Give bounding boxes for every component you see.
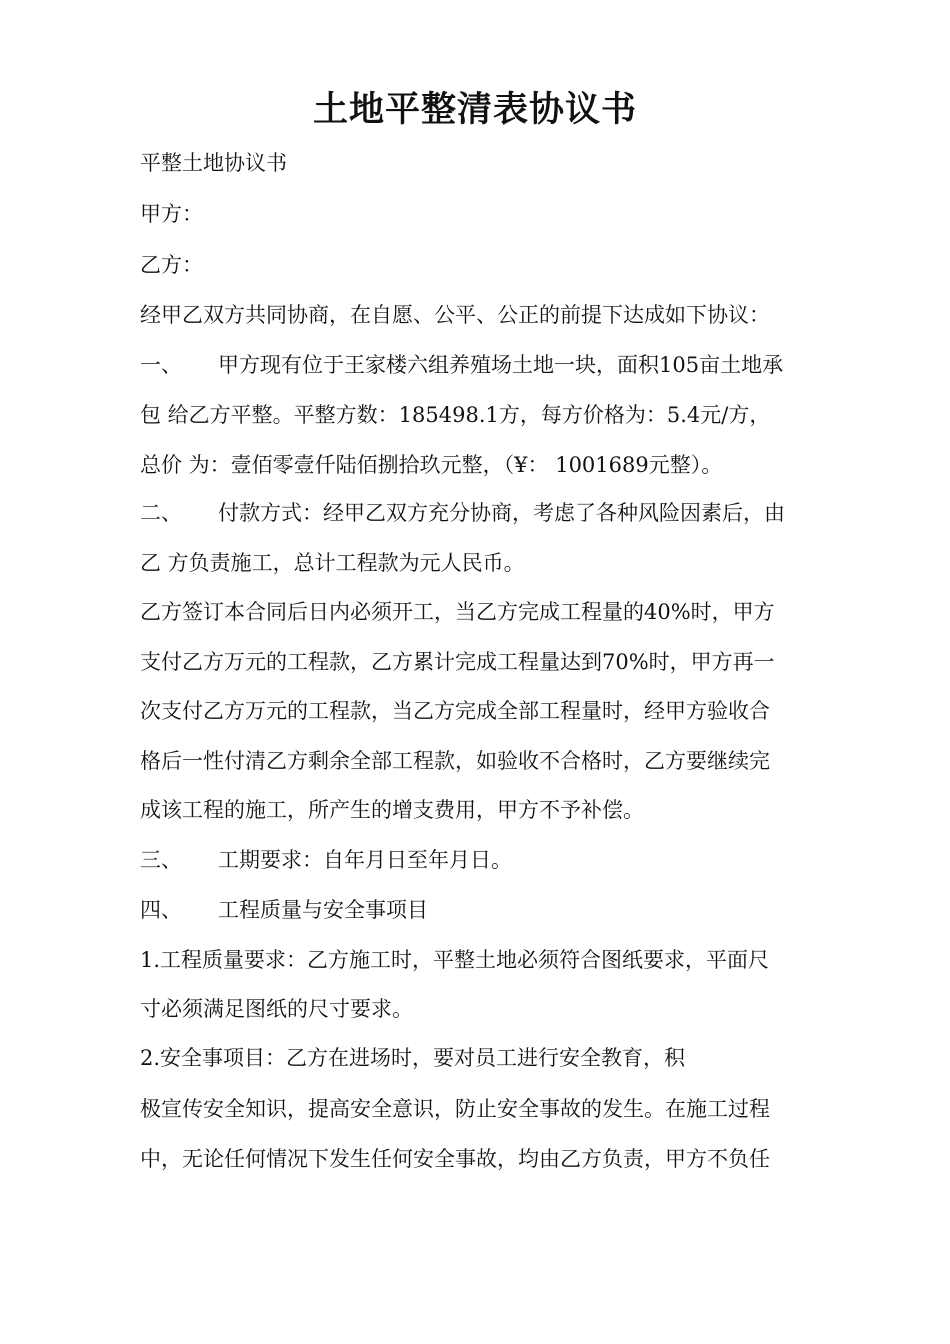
clause-1-text: 甲方现有位于王家楼六组养殖场土地一块，面积105亩土地承 [218,353,784,377]
subtitle-line: 平整土地协议书 [140,151,287,175]
body-line: 乙 方负责施工，总计工程款为元人民币。 [140,551,525,575]
body-line: 支付乙方万元的工程款，乙方累计完成工程量达到70%时，甲方再一 [140,650,775,674]
clause-1-marker: 一、 [140,353,182,377]
clause-4-marker: 四、 [140,898,182,922]
clause-3-line [140,845,840,875]
body-line: 总价 为：壹佰零壹仟陆佰捌拾玖元整，（¥： 1001689元整）。 [140,453,723,477]
clause-2-line [140,498,840,528]
clause-2-marker: 二、 [140,501,182,525]
body-line: 极宣传安全知识，提高安全意识，防止安全事故的发生。在施工过程 [140,1097,770,1121]
document-title: 土地平整清表协议书 [312,89,637,130]
body-line: 寸必须满足图纸的尺寸要求。 [140,997,413,1021]
clause-3-marker: 三、 [140,848,182,872]
clause-4-text: 工程质量与安全事项目 [218,898,428,922]
body-line: 成该工程的施工，所产生的增支费用，甲方不予补偿。 [140,798,644,822]
party-b-line: 乙方： [140,253,203,277]
clause-2-text: 付款方式：经甲乙双方充分协商，考虑了各种风险因素后，由 [218,501,785,525]
clause-3-text: 工期要求：自年月日至年月日。 [218,848,512,872]
body-line: 中，无论任何情况下发生任何安全事故，均由乙方负责，甲方不负任 [140,1147,770,1171]
party-a-line: 甲方： [140,202,203,226]
body-line: 乙方签订本合同后日内必须开工，当乙方完成工程量的40%时，甲方 [140,600,775,624]
body-line: 2.安全事项目：乙方在进场时，要对员工进行安全教育，积 [140,1046,686,1070]
clause-1-line [140,350,840,380]
preamble-line: 经甲乙双方共同协商，在自愿、公平、公正的前提下达成如下协议： [140,303,770,327]
body-line: 次支付乙方万元的工程款，当乙方完成全部工程量时，经甲方验收合 [140,699,770,723]
body-line: 1.工程质量要求：乙方施工时，平整土地必须符合图纸要求，平面尺 [140,948,770,972]
body-line: 包 给乙方平整。平整方数：185498.1方，每方价格为：5.4元/方， [140,403,771,427]
clause-4-line [140,895,840,925]
body-line: 格后一性付清乙方剩余全部工程款，如验收不合格时，乙方要继续完 [140,749,770,773]
